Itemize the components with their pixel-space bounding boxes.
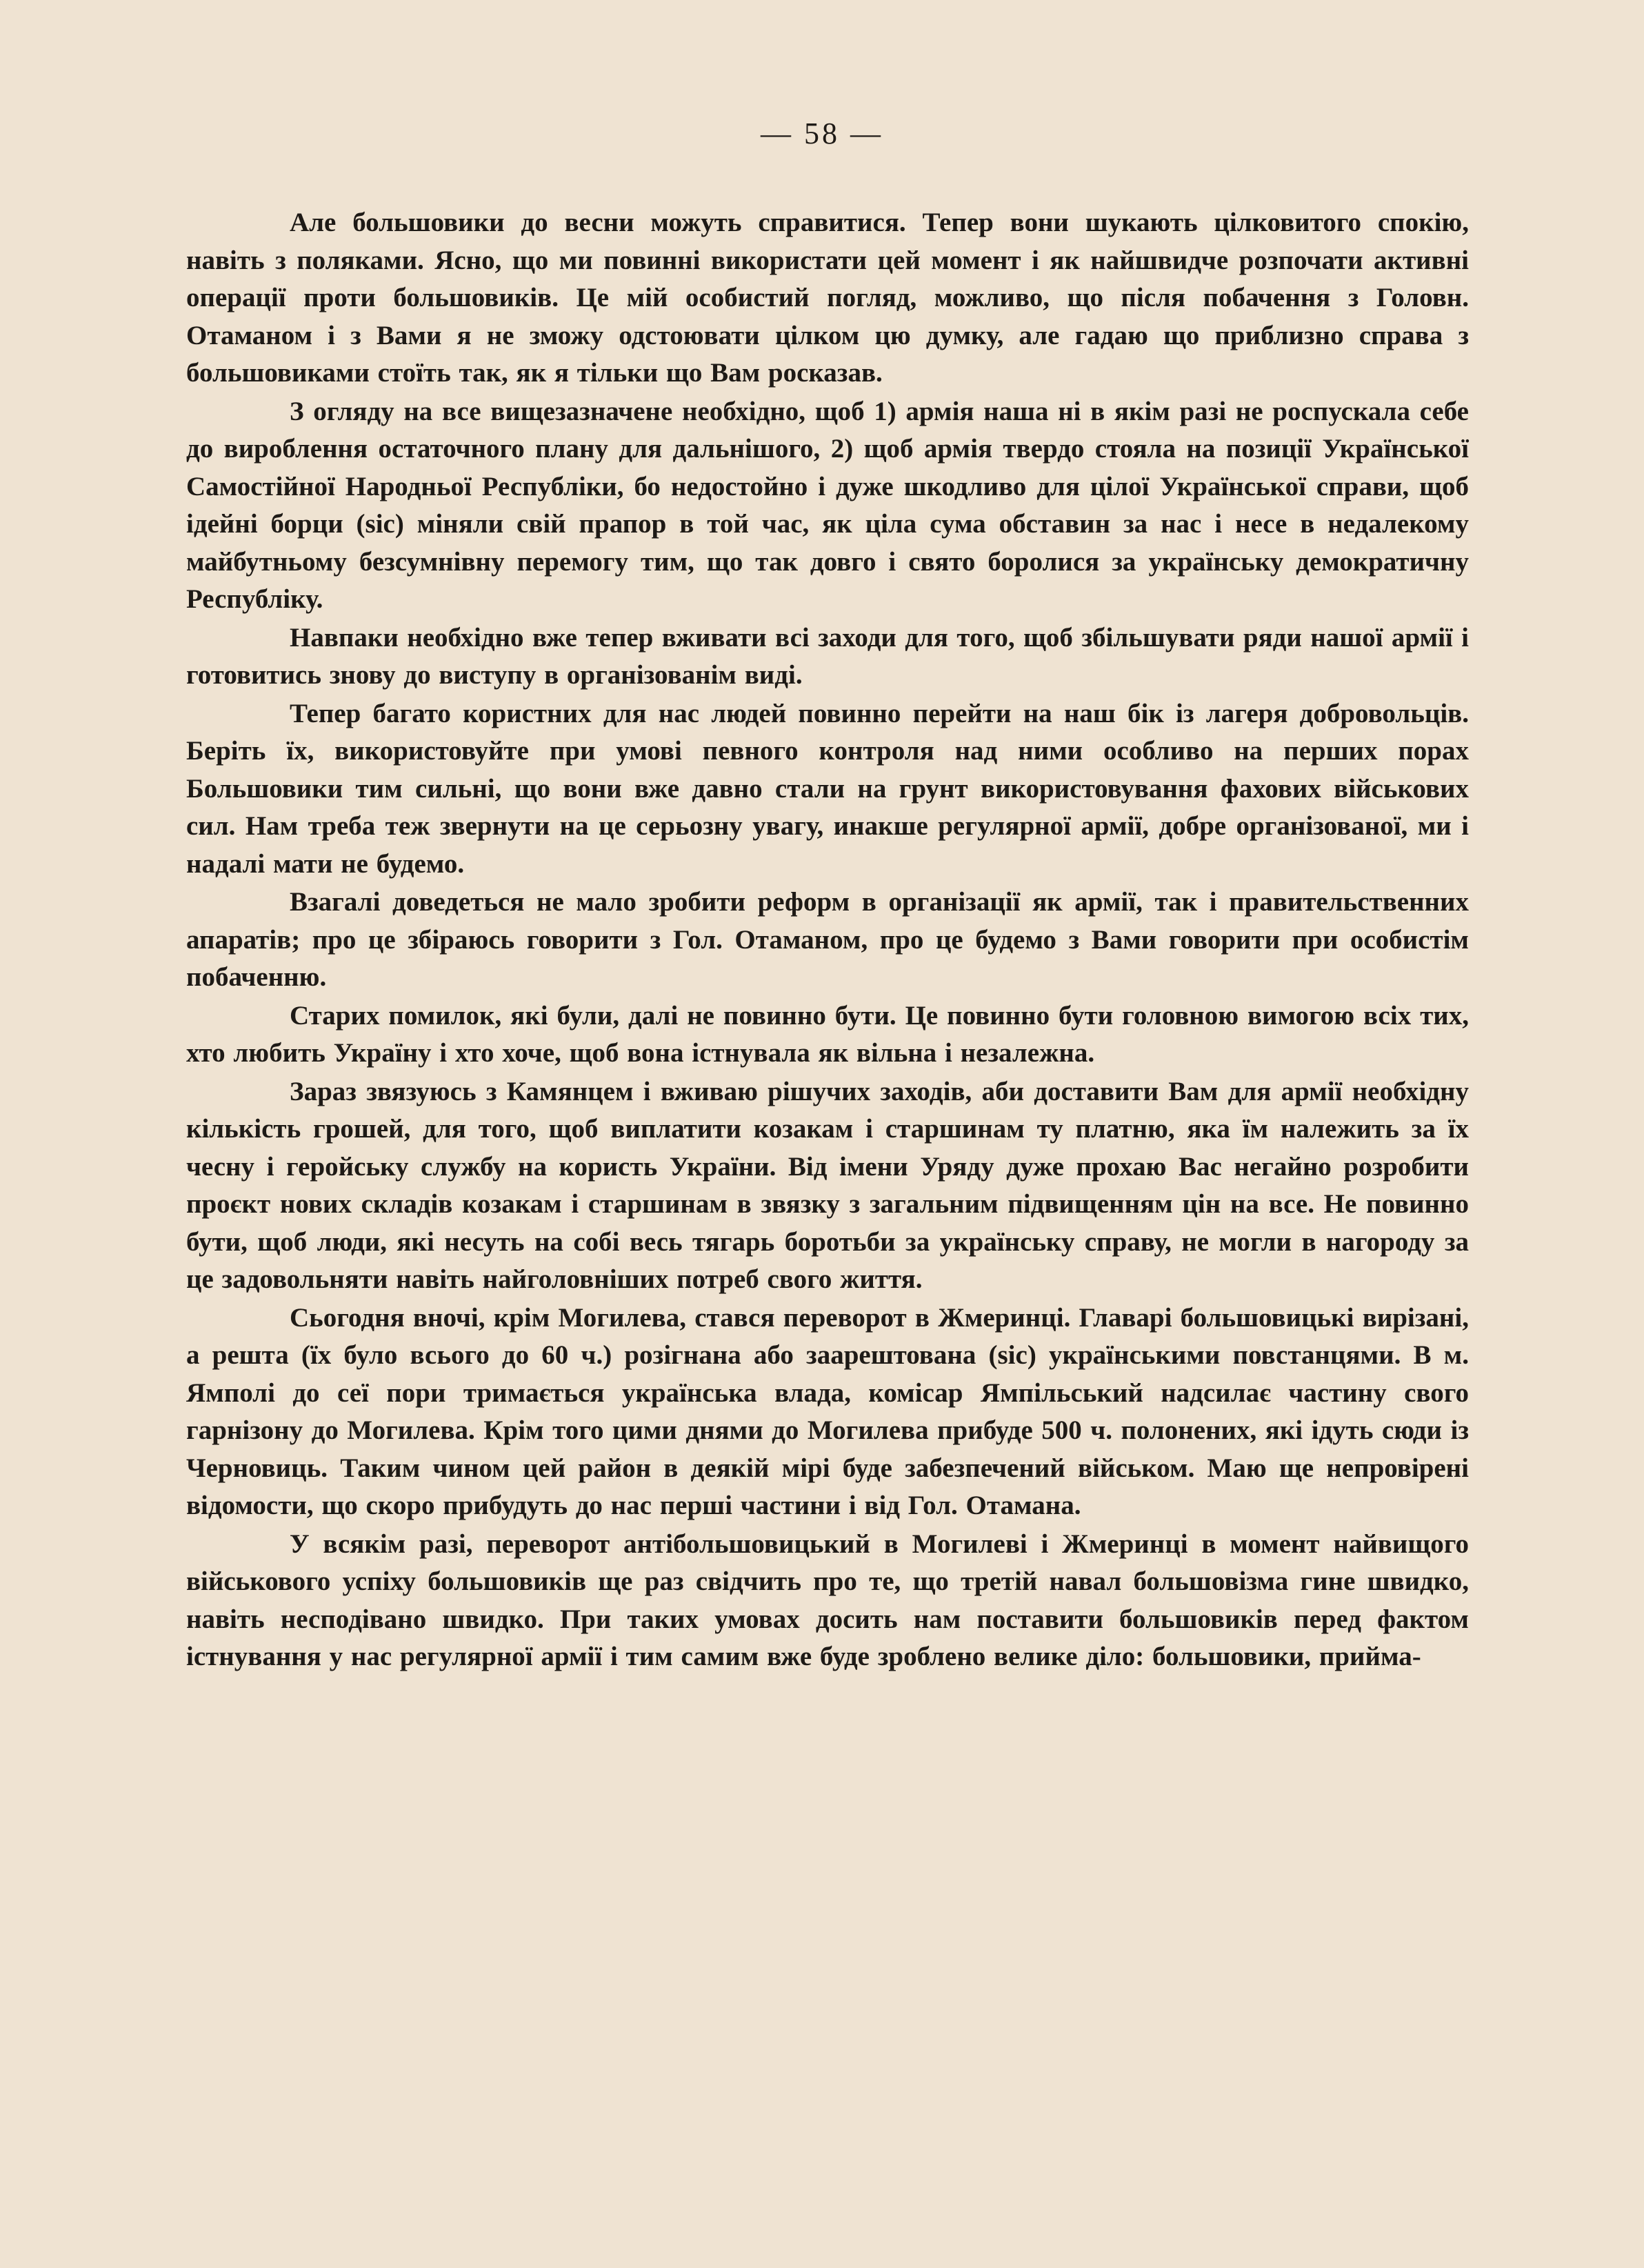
paragraph: Сьогодня вночі, крім Могилева, стався переворот в Жмеринці. Главарі большовицькі вирізані, а решта (їх було всього до 60 ч.) розігнана або заарештована (sic) українськими повстанцями. В м. Ямполі до сеї пори тримається українська влада, комісар Ямпільський надсилає частину свого гарнізону до Могилева. Крім того цими днями до Могилева прибуде 500 ч. полонених, які ідуть сюди із Черновиць. Таким чином цей район в деякій мірі буде забезпечений військом. Маю ще непровірені відомости, що скоро прибудуть до нас перші частини і від Гол. Отамана. xyxy=(186,1302,1469,1520)
paragraph: Навпаки необхідно вже тепер вживати всі заходи для того, щоб збільшувати ряди нашої армії і готовитись знову до виступу в організованім виді. xyxy=(186,622,1469,690)
paragraph: Але большовики до весни можуть справитися. Тепер вони шукають цілковитого спокію, навіть з поляками. Ясно, що ми повинні використати цей момент і як найшвидче розпочати активні операції проти большовиків. Це мій особистий погляд, можливо, що після побачення з Головн. Отаманом і з Вами я не зможу одстоювати цілком цю думку, але гадаю що приблизно справа з большовиками стоїть так, як я тільки що Вам росказав. xyxy=(186,208,1469,388)
paragraph: Тепер багато користних для нас людей повинно перейти на наш бік із лагеря добровольців. Беріть їх, використовуйте при умові певного контроля над ними особливо на перших порах Большовики тим сильні, що вони вже давно стали на грунт використовування фахових військових сил. Нам треба теж звернути на це серьозну увагу, инакше регулярної армії, добре організованої, ми і надалі мати не будемо. xyxy=(186,698,1469,879)
paragraph: Старих помилок, які були, далі не повинно бути. Це повинно бути головною вимогою всіх тих, хто любить Україну і хто хоче, щоб вона істнувала як вільна і незалежна. xyxy=(186,1000,1469,1068)
paragraph: З огляду на все вищезазначене необхідно, щоб 1) армія наша ні в якім разі не роспускала себе до вироблення остаточного плану для дальнішого, 2) щоб армія твердо стояла на позиції Української Самостійної Народньої Республіки, бо недостойно і дуже шкодливо для цілої Української справи, щоб ідейні борци (sic) міняли свій прапор в той час, як ціла сума обставин за нас і несе в недалекому майбутньому безсумнівну перемогу тим, що так довго і свято боролися за українську демократичну Республіку. xyxy=(186,396,1469,614)
paragraph: Взагалі доведеться не мало зробити реформ в організації як армії, так і правительственних апаратів; про це збіраюсь говорити з Гол. Отаманом, про це будемо з Вами говорити при особистім побаченню. xyxy=(186,887,1469,992)
paragraph: Зараз звязуюсь з Камянцем і вживаю рішучих заходів, аби доставити Вам для армії необхідну кількість грошей, для того, щоб виплатити козакам і старшинам ту платню, яка їм належить за їх чесну і геройську службу на користь України. Від імени Уряду дуже прохаю Вас негайно розробити проєкт нових складів козакам і старшинам в звязку з загальним підвищенням цін на все. Не повинно бути, щоб люди, які несуть на собі весь тягарь боротьби за українську справу, не могли в нагороду за це задовольняти навіть найголовніших потреб свого життя. xyxy=(186,1076,1469,1294)
paragraph: У всякім разі, переворот антібольшовицький в Могилеві і Жмеринці в момент найвищого військового успіху большовиків ще раз свідчить про те, що третій навал большовізма гине швидко, навіть несподівано швидко. При таких умовах досить нам поставити большовиків перед фактом істнування у нас регулярної армії і тим самим вже буде зроблено велике діло: большовики, прийма- xyxy=(186,1529,1469,1671)
body-text xyxy=(186,204,1469,1676)
page-number: — 58 — xyxy=(761,117,883,150)
